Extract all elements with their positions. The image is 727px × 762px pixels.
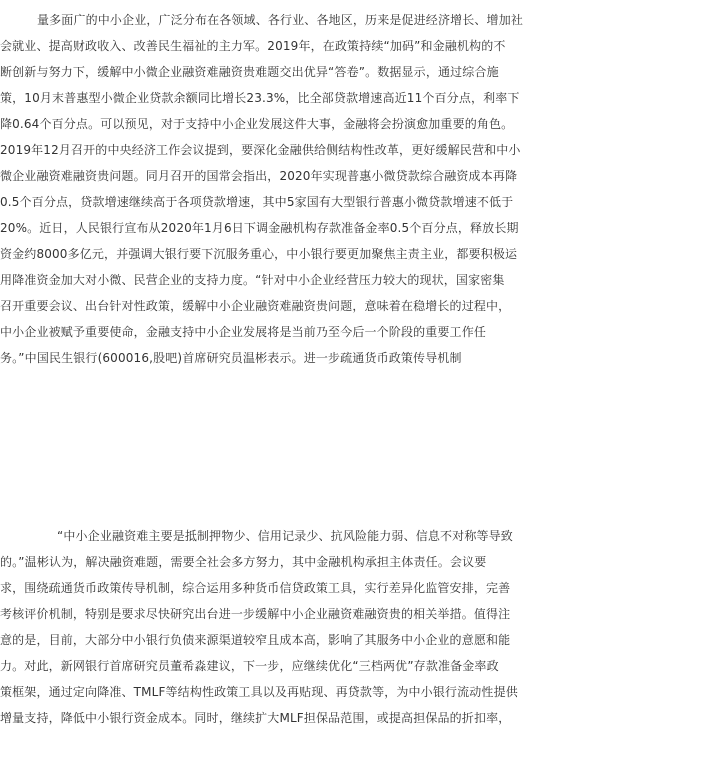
article-paragraph-2 [0, 523, 727, 731]
paragraph-line: 增量支持，降低中小银行资金成本。同时，继续扩大MLF担保品范围，或提高担保品的折扣率， [0, 711, 511, 725]
paragraph-line: 量多面广的中小企业，广泛分布在各领域、各行业、各地区，历来是促进经济增长、增加社 [37, 13, 524, 27]
paragraph-line: 会就业、提高财政收入、改善民生福祉的主力军。2019年，在政策持续“加码”和金融机构的不 [0, 39, 506, 53]
paragraph-line: 断创新与努力下，缓解中小微企业融资难融资贵难题交出优异“答卷”。数据显示，通过综合施 [0, 65, 499, 79]
paragraph-line: 力。对此，新网银行首席研究员董希淼建议，下一步，应继续优化“三档两优”存款准备金率政 [0, 659, 499, 673]
paragraph-line: 0.5个百分点，贷款增速继续高于各项贷款增速，其中5家国有大型银行普惠小微贷款增速不低于 [0, 195, 514, 209]
paragraph-line: 意的是，目前，大部分中小银行负债来源渠道较窄且成本高，影响了其服务中小企业的意愿和能 [0, 633, 511, 647]
paragraph-line: 资金约8000多亿元，并强调大银行要下沉服务重心，中小银行要更加聚焦主责主业，都要积极运 [0, 247, 518, 261]
paragraph-line: 微企业融资难融资贵问题。同月召开的国常会指出，2020年实现普惠小微贷款综合融资成本再降 [0, 169, 518, 183]
paragraph-line: “中小企业融资难主要是抵制押物少、信用记录少、抗风险能力弱、信息不对称等导致 [57, 529, 513, 543]
paragraph-line: 2019年12月召开的中央经济工作会议提到，要深化金融供给侧结构性改革，更好缓解民营和中小 [0, 143, 521, 157]
paragraph-line: 策，10月末普惠型小微企业贷款余额同比增长23.3%，比全部贷款增速高近11个百分点，利率下 [0, 91, 520, 105]
paragraph-line: 考核评价机制，特别是要求尽快研究出台进一步缓解中小企业融资难融资贵的相关举措。值得注 [0, 607, 511, 621]
paragraph-line: 务。”中国民生银行(600016,股吧)首席研究员温彬表示。进一步疏通货币政策传导机制 [0, 351, 462, 365]
paragraph-line: 降0.64个百分点。可以预见，对于支持中小企业发展这件大事，金融将会扮演愈加重要的角色。 [0, 117, 514, 131]
paragraph-line: 召开重要会议、出台针对性政策，缓解中小企业融资难融资贵问题，意味着在稳增长的过程中， [0, 299, 511, 313]
article-paragraph-1 [0, 7, 727, 371]
paragraph-line: 20%。近日，人民银行宣布从2020年1月6日下调金融机构存款准备金率0.5个百分点，释放长期 [0, 221, 519, 235]
paragraph-line: 中小企业被赋予重要使命，金融支持中小企业发展将是当前乃至今后一个阶段的重要工作任 [0, 325, 487, 339]
paragraph-line: 的。”温彬认为，解决融资难题，需要全社会多方努力，其中金融机构承担主体责任。会议要 [0, 555, 487, 569]
paragraph-line: 求，围绕疏通货币政策传导机制，综合运用多种货币信贷政策工具，实行差异化监管安排，完善 [0, 581, 511, 595]
paragraph-line: 策框架，通过定向降准、TMLF等结构性政策工具以及再贴现、再贷款等，为中小银行流动性提供 [0, 685, 518, 699]
paragraph-line: 用降准资金加大对小微、民营企业的支持力度。“针对中小企业经营压力较大的现状，国家密集 [0, 273, 505, 287]
